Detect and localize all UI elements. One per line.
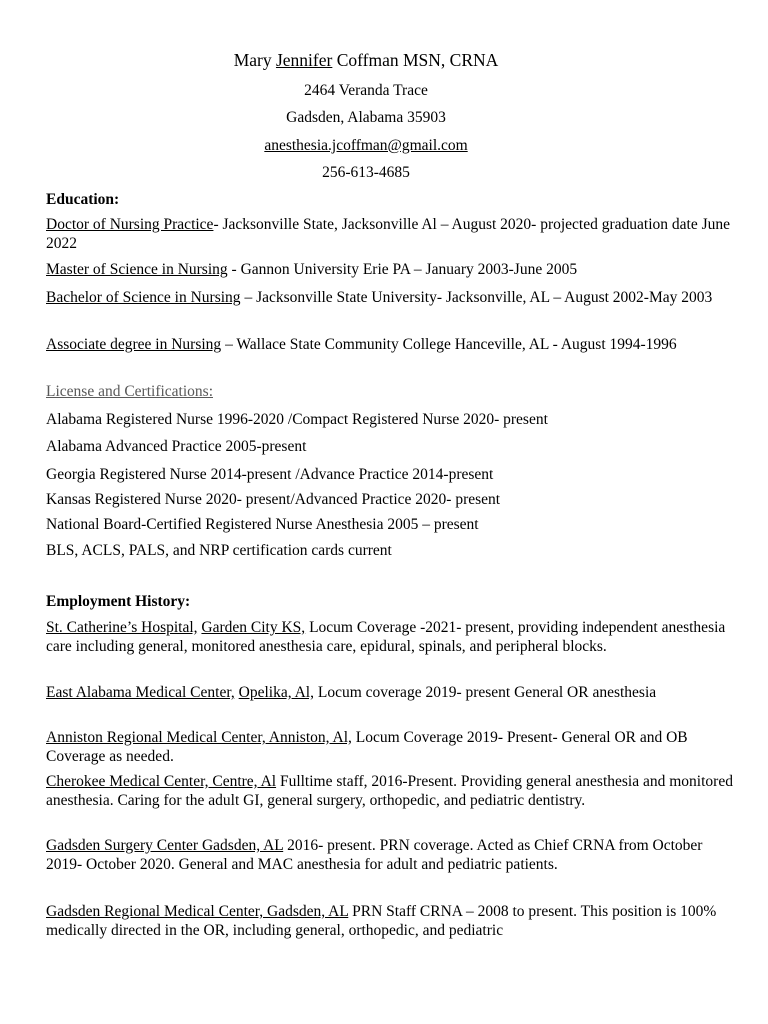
resume-name: Mary Jennifer Coffman MSN, CRNA [233,50,499,70]
employment-item: Anniston Regional Medical Center, Anniston, Al, Locum Coverage 2019- Present- General OR and OB Coverage as needed. [46,729,688,765]
education-item: Bachelor of Science in Nursing – Jacksonville State University- Jacksonville, AL – August 2002-May 2003 [46,289,713,306]
email-link[interactable]: anesthesia.jcoffman@gmail.com [264,137,468,154]
street-address: 2464 Veranda Trace [304,82,428,99]
license-item: Kansas Registered Nurse 2020- present/Advanced Practice 2020- present [46,491,501,508]
employment-item: Gadsden Surgery Center Gadsden, AL 2016- present. PRN coverage. Acted as Chief CRNA from October 2019- October 2020. General and MAC anesthesia for adult and pediatric patients. [46,837,703,873]
education-heading: Education: [46,191,120,208]
employment-item: Cherokee Medical Center, Centre, Al Fulltime staff, 2016-Present. Providing general anesthesia and monitored anesthesia. Caring for the adult GI, general surgery, orthopedic, and pediatric dentistry. [46,773,733,809]
employment-item: Gadsden Regional Medical Center, Gadsden, AL PRN Staff CRNA – 2008 to present. This position is 100% medically directed in the OR, including general, orthopedic, and pediatric [46,903,717,939]
education-item: Associate degree in Nursing – Wallace State Community College Hanceville, AL - August 1994-1996 [46,336,677,353]
employment-item: St. Catherine’s Hospital, Garden City KS, Locum Coverage -2021- present, providing independent anesthesia care including general, monitored anesthesia care, epidural, spinals, and peripheral blocks. [46,619,726,655]
licenses-heading: License and Certifications: [46,383,213,400]
phone-number: 256-613-4685 [322,164,410,181]
employment-heading: Employment History: [46,593,191,610]
license-item: National Board-Certified Registered Nurse Anesthesia 2005 – present [46,516,479,533]
license-item: Alabama Advanced Practice 2005-present [46,438,307,455]
education-item: Doctor of Nursing Practice- Jacksonville State, Jacksonville Al – August 2020- projected graduation date June 2022 [46,216,730,252]
education-item: Master of Science in Nursing - Gannon University Erie PA – January 2003-June 2005 [46,261,578,278]
license-item: BLS, ACLS, PALS, and NRP certification cards current [46,542,392,559]
license-item: Alabama Registered Nurse 1996-2020 /Compact Registered Nurse 2020- present [46,411,548,428]
license-item: Georgia Registered Nurse 2014-present /Advance Practice 2014-present [46,466,494,483]
employment-item: East Alabama Medical Center, Opelika, Al, Locum coverage 2019- present General OR anesthesia [46,684,657,701]
city-state-zip: Gadsden, Alabama 35903 [286,109,446,126]
